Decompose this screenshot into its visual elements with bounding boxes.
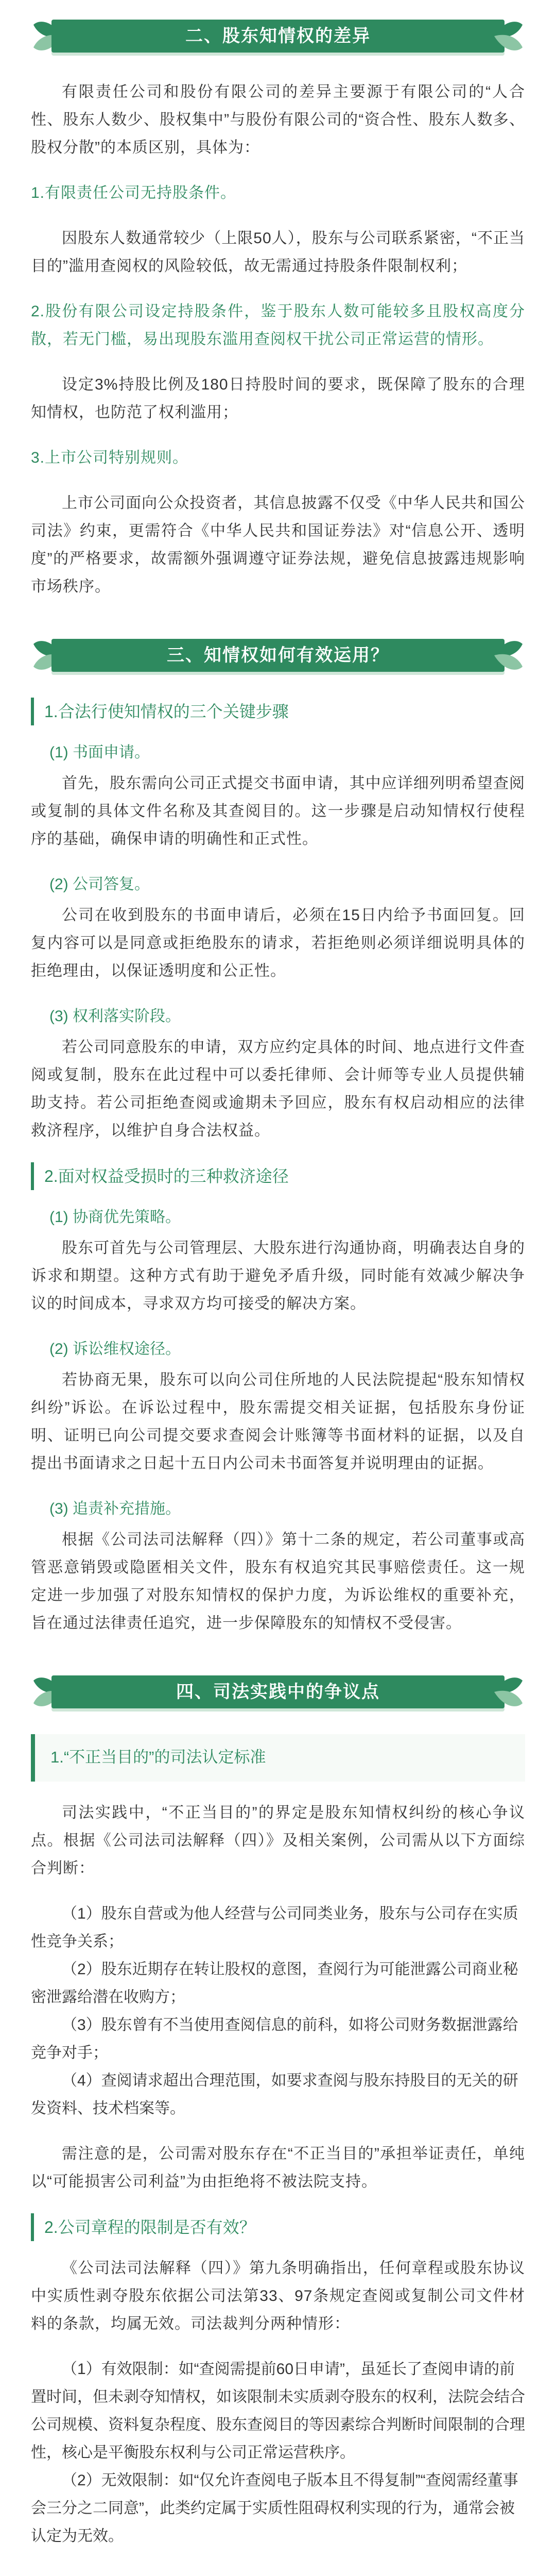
paragraph: 股东可首先与公司管理层、大股东进行沟通协商，明确表达自身的诉求和期望。这种方式有助于避免矛盾升级，同时能有效减少解决争议的时间成本，寻求双方均可接受的解决方案。: [31, 1240, 525, 1312]
subheading: 2.面对权益受损时的三种救济途径: [44, 1167, 289, 1185]
list-item: （1）有效限制：如“查阅需提前60日申请”，虽延长了查阅申请的前置时间，但未剥夺知情权，如该限制未实质剥夺股东的权利，法院会结合公司规模、资料复杂程度、股东查阅目的等因素综合判断时间限制的合理性，核心是平衡股东权利与公司正常运营秩序。: [31, 2361, 525, 2461]
point-heading: 1.有限责任公司无持股条件。: [31, 184, 237, 201]
step-label: (1) 协商优先策略。: [49, 1209, 181, 1226]
subheading: 1.合法行使知情权的三个关键步骤: [44, 702, 289, 721]
paragraph: 因股东人数通常较少（上限50人），股东与公司联系紧密，“不正当目的”滥用查阅权的风险较低，故无需通过持股条件限制权利；: [31, 230, 525, 275]
section-header: [31, 634, 525, 677]
paragraph: 若公司同意股东的申请，双方应约定具体的时间、地点进行文件查阅或复制，股东在此过程中可以委托律师、会计师等专业人员提供辅助支持。若公司拒绝查阅或逾期未予回应，股东有权启动相应的法律救济程序，以维护自身合法权益。: [31, 1039, 525, 1139]
subheading-block: [31, 1162, 525, 1190]
criteria-list: [31, 1900, 525, 2123]
paragraph: 首先，股东需向公司正式提交书面申请，其中应详细列明希望查阅或复制的具体文件名称及其查阅目的。这一步骤是启动知情权行使程序的基础，确保申请的明确性和正式性。: [31, 775, 525, 848]
list-item: （2）股东近期存在转让股权的意图，查阅行为可能泄露公司商业秘密泄露给潜在收购方；: [31, 1961, 518, 2006]
paragraph: 《公司法司法解释（四）》第九条明确指出，任何章程或股东协议中实质性剥夺股东依据公司法第33、97条规定查阅或复制公司文件材料的条款，均属无效。司法裁判分两种情形：: [31, 2260, 525, 2332]
step-label: (1) 书面申请。: [49, 744, 150, 761]
subheading: 2.公司章程的限制是否有效？: [44, 2218, 256, 2236]
paragraph: 需注意的是，公司需对股东存在“不正当目的”承担举证责任，单纯以“可能损害公司利益”为由拒绝将不被法院支持。: [31, 2145, 525, 2190]
section-header: [31, 14, 525, 58]
ruling-list: [31, 2355, 525, 2550]
point-heading: 2.股份有限公司设定持股条件，鉴于股东人数可能较多且股权高度分散，若无门槛，易出现股东滥用查阅权干扰公司正常运营的情形。: [31, 303, 525, 348]
paragraph: 司法实践中，“不正当目的”的界定是股东知情权纠纷的核心争议点。根据《公司法司法解释（四）》及相关案例，公司需从以下方面综合判断：: [31, 1804, 525, 1877]
leaf-ornament-icon: [489, 1670, 525, 1714]
paragraph: 设定3%持股比例及180日持股时间的要求，既保障了股东的合理知情权，也防范了权利滥用；: [31, 376, 525, 421]
section-header: [31, 1670, 525, 1714]
section-title: 四、司法实践中的争议点: [176, 1682, 380, 1702]
subheading-block: [31, 2213, 525, 2241]
paragraph: 若协商无果，股东可以向公司住所地的人民法院提起“股东知情权纠纷”诉讼。在诉讼过程中，股东需提交相关证据，包括股东身份证明、证明已向公司提交要求查阅会计账簿等书面材料的证据，以及自提出书面请求之日起十五日内公司未书面答复并说明理由的证据。: [31, 1371, 525, 1472]
step-label: (2) 公司答复。: [49, 876, 150, 893]
highlight-box: [31, 1734, 525, 1782]
step-label: (2) 诉讼维权途径。: [49, 1341, 181, 1358]
list-item: （4）查阅请求超出合理范围，如要求查阅与股东持股目的无关的研发资料、技术档案等。: [31, 2072, 518, 2117]
list-item: （2）无效限制：如“仅允许查阅电子版本且不得复制”“查阅需经董事会三分之二同意”，此类约定属于实质性阻碍权利实现的行为，通常会被认定为无效。: [31, 2472, 518, 2545]
step-label: (3) 权利落实阶段。: [49, 1008, 181, 1025]
leaf-ornament-icon: [489, 634, 525, 677]
list-item: （3）股东曾有不当使用查阅信息的前科，如将公司财务数据泄露给竞争对手；: [31, 2016, 518, 2061]
step-label: (3) 追责补充措施。: [49, 1500, 181, 1517]
subheading-block: [31, 698, 525, 725]
paragraph: 根据《公司法司法解释（四）》第十二条的规定，若公司董事或高管恶意销毁或隐匿相关文件，股东有权追究其民事赔偿责任。这一规定进一步加强了对股东知情权的保护力度，为诉讼维权的重要补充，旨在通过法律责任追究，进一步保障股东的知情权不受侵害。: [31, 1531, 525, 1632]
section-title: 二、股东知情权的差异: [185, 26, 371, 46]
paragraph: 公司在收到股东的书面申请后，必须在15日内给予书面回复。回复内容可以是同意或拒绝股东的请求，若拒绝则必须详细说明具体的拒绝理由，以保证透明度和公正性。: [31, 907, 525, 979]
leaf-ornament-icon: [489, 14, 525, 58]
article: [31, 0, 525, 2550]
subheading: 1.“不正当目的”的司法认定标准: [50, 1748, 266, 1766]
paragraph: 上市公司面向公众投资者，其信息披露不仅受《中华人民共和国公司法》约束，更需符合《中华人民共和国证券法》对“信息公开、透明度”的严格要求，故需额外强调遵守证券法规，避免信息披露违规影响市场秩序。: [31, 495, 525, 595]
point-heading: 3.上市公司特别规则。: [31, 449, 189, 466]
paragraph: 有限责任公司和股份有限公司的差异主要源于有限公司的“人合性、股东人数少、股权集中”与股份有限公司的“资合性、股东人数多、股权分散”的本质区别，具体为：: [31, 83, 525, 156]
section-title: 三、知情权如何有效运用？: [167, 646, 389, 665]
list-item: （1）股东自营或为他人经营与公司同类业务，股东与公司存在实质性竞争关系；: [31, 1905, 518, 1950]
